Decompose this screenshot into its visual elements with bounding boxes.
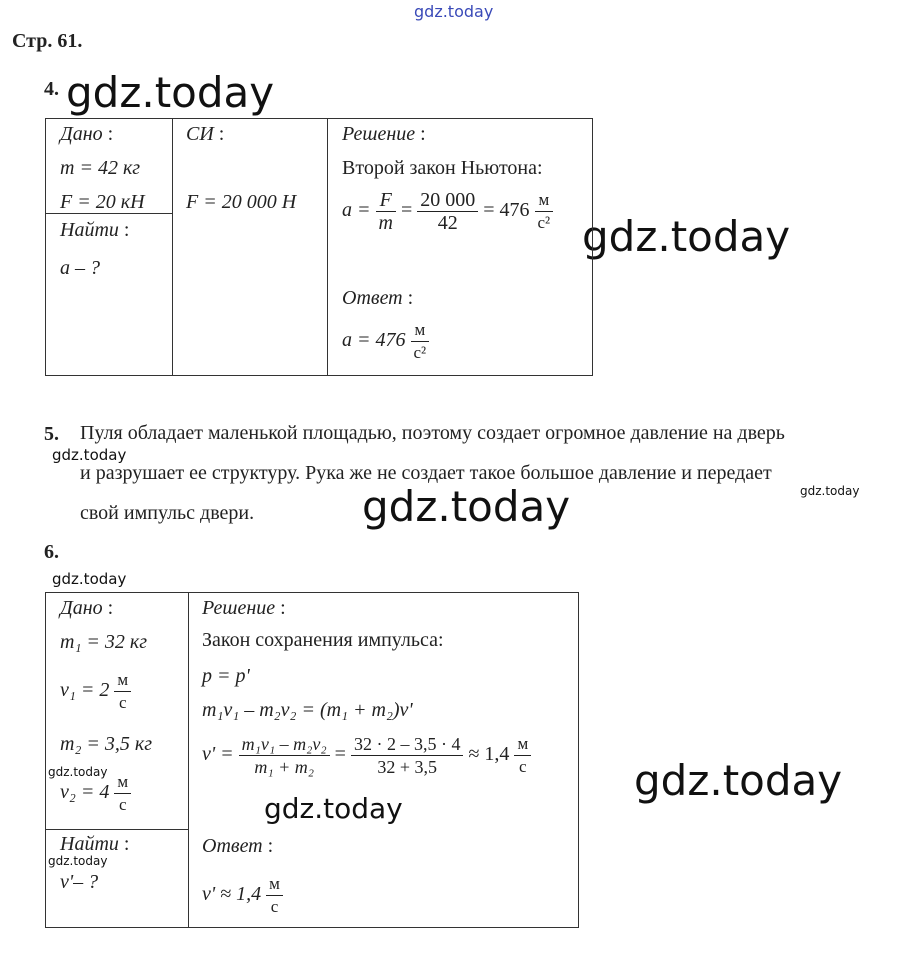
given-mass: m = 42 кг [60,157,141,179]
task4-table [45,118,593,376]
given-header: Дано : [60,123,114,145]
formula: a = $\frac{F}{m}$ = $\frac{20 000}{42}$ = 476 $\frac{м}{\text{с²}}$ [342,189,553,234]
given-v1: v₁ = 2 $\frac{м}{с}$ [60,669,131,714]
watermark-large: gdz.today [66,68,275,117]
answer-value: v' ≈ 1,4 $\frac{м}{с}$ [202,873,283,918]
watermark-large: gdz.today [634,756,843,805]
given-m1: m₁ = 32 кг [60,631,148,653]
law-label: Закон сохранения импульса: [202,629,444,651]
watermark-medium: gdz.today [264,792,403,825]
watermark-top: gdz.today [414,2,494,21]
task5-line-2: и разрушает ее структуру. Рука же не создает такое большое давление и передает [80,462,772,484]
given-force: F = 20 кН [60,191,145,213]
watermark-small: gdz.today [52,570,127,588]
solution-header: Решение : [202,597,286,619]
law-label: Второй закон Ньютона: [342,157,543,179]
equation-2: m₁v₁ – m₂v₂ = (m₁ + m₂)v' [202,699,413,721]
solution-header: Решение : [342,123,426,145]
answer-value: a = 476 $\frac{м}{\text{с²}}$ [342,319,429,364]
si-force: F = 20 000 Н [186,191,297,213]
find-value: v'– ? [60,871,99,893]
task5-line-3: свой импульс двери. [80,502,255,524]
task6-table [45,592,579,928]
find-header: Найти : [60,219,130,241]
given-m2: m₂ = 3,5 кг [60,733,153,755]
task5-number: 5. [44,423,59,445]
watermark-small: gdz.today [48,765,108,779]
formula: v' = $\frac{\text{m₁v₁ – m₂v₂}}{\text{m₁ + m₂}}$ = $\frac{32 \cdot 2 - 3,5 \cdot 4}{32 + 3,5}$ ≈ 1,4 $\frac{м}{с}$ [202,733,531,778]
watermark-large: gdz.today [582,212,791,261]
watermark-small: gdz.today [800,484,860,498]
si-header: СИ : [186,123,225,145]
find-header: Найти : [60,833,130,855]
task6-number: 6. [44,541,59,563]
watermark-large: gdz.today [362,482,571,531]
given-header: Дано : [60,597,114,619]
page-title: Стр. 61. [12,30,83,52]
find-value: a – ? [60,257,100,279]
given-v2: v₂ = 4 $\frac{м}{с}$ [60,771,131,816]
answer-header: Ответ : [202,835,274,857]
watermark-small: gdz.today [48,854,108,868]
equation-1: p = p' [202,665,250,687]
answer-header: Ответ : [342,287,414,309]
task5-line-1: Пуля обладает маленькой площадью, поэтому создает огромное давление на дверь [80,422,785,444]
watermark-small: gdz.today [52,446,127,464]
task4-number: 4. [44,78,59,100]
